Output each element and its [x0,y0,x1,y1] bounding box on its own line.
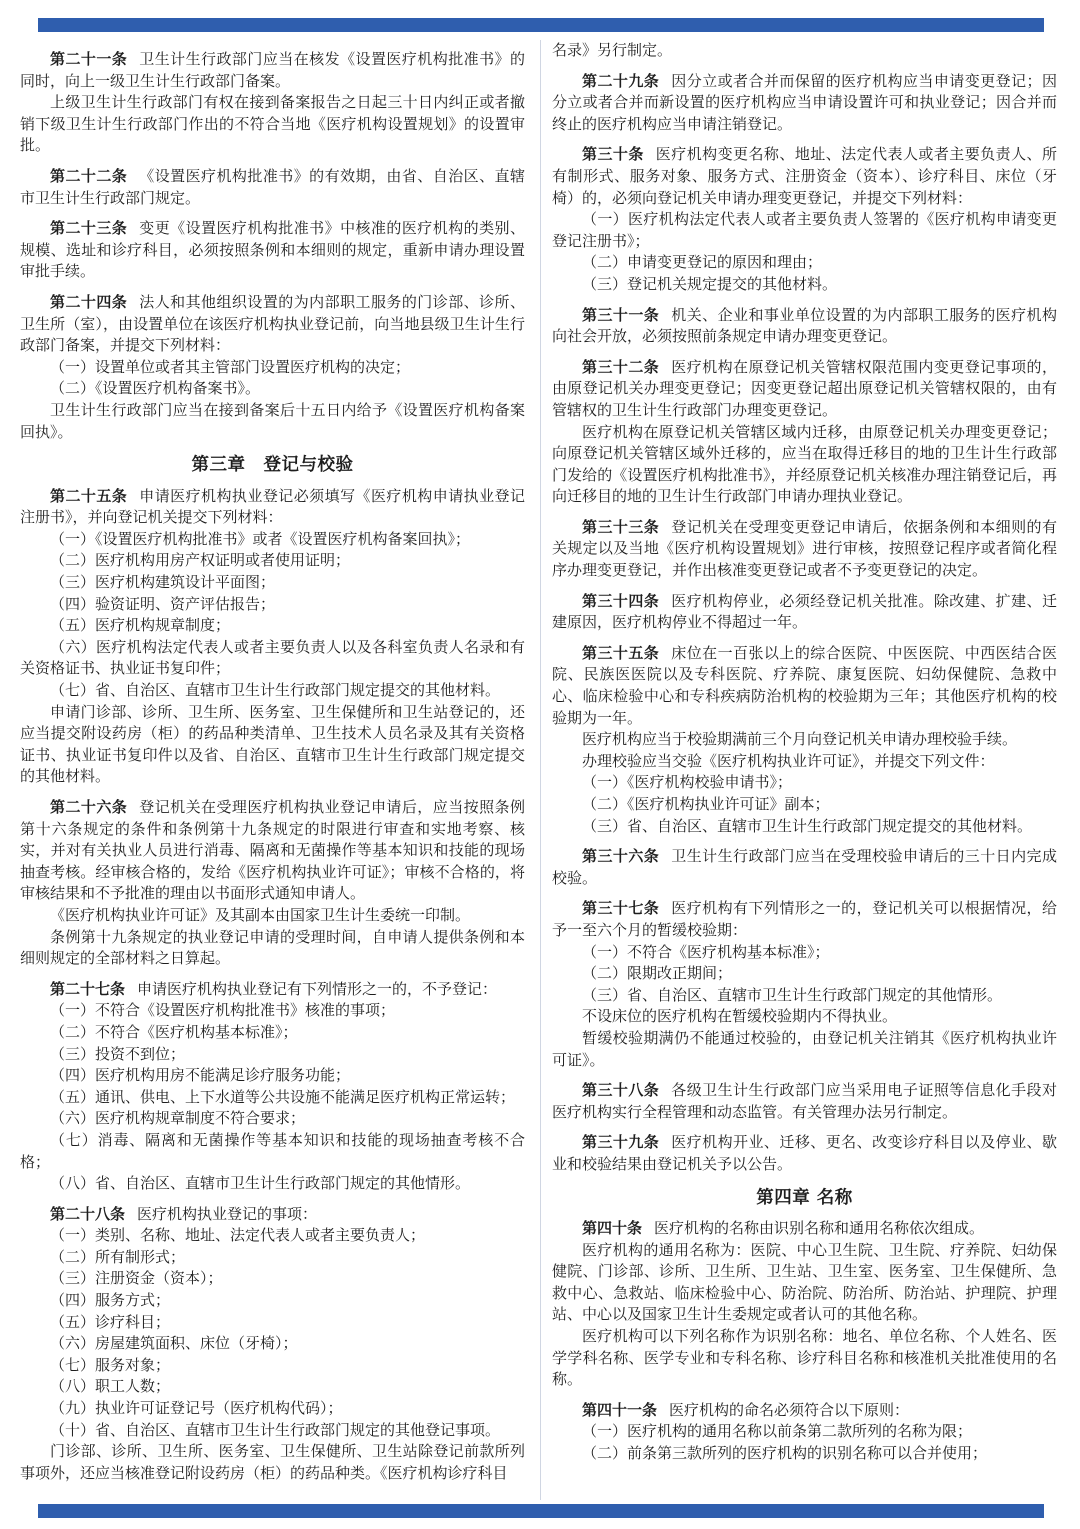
article-paragraph [552,1080,1057,1123]
list-item: （一）不符合《设置医疗机构批准书》核准的事项； [50,1001,396,1020]
article-number: 第二十七条 [50,979,126,998]
list-item: （二）申请变更登记的原因和理由； [582,253,823,272]
list-item: （二）限期改正期间； [582,964,733,983]
list-item: （四）医疗机构用房不能满足诊疗服务功能； [50,1066,351,1085]
article-text: 卫生计生行政部门应当在受理校验申请后的三十日内完成校验。 [552,847,1057,887]
paragraph: 申请门诊部、诊所、卫生所、医务室、卫生保健所和卫生站登记的，还应当提交附设药房（柜）的药品种类清单、卫生技术人员名录及其有关资格证书、执业证书复印件以及省、自治区、直辖市卫生计生行政部门规定提交的其他材料。 [20,702,525,786]
article-text: 卫生计生行政部门应当在核发《设置医疗机构批准书》的同时，向上一级卫生计生行政部门备案。 [20,50,525,90]
paragraph: 暂缓校验期满仍不能通过校验的，由登记机关注销其《医疗机构执业许可证》。 [552,1028,1057,1069]
article-text: 《设置医疗机构批准书》的有效期，由省、自治区、直辖市卫生计生行政部门规定。 [20,166,525,207]
list-item: （七）服务对象； [50,1355,171,1374]
continued-text: 名录》另行制定。 [552,41,673,59]
paragraph: 卫生计生行政部门应当在接到备案后十五日内给予《设置医疗机构备案回执》。 [20,400,525,441]
list-item: （二）《设置医疗机构备案书》。 [50,379,261,398]
article-paragraph [20,49,525,92]
article-number: 第三十四条 [582,591,660,610]
article-text: 因分立或者合并而保留的医疗机构应当申请变更登记；因分立或者合并而新设置的医疗机构应当申请设置许可和执业登记；因合并而终止的医疗机构应当申请注销登记。 [552,71,1057,133]
article-number: 第三十六条 [582,847,660,866]
list-item: （一）《医疗机构校验申请书》； [582,773,793,792]
article-text: 医疗机构的名称由识别名称和通用名称依次组成。 [654,1219,985,1238]
article-number: 第二十八条 [50,1204,126,1223]
article-number: 第二十六条 [50,798,128,816]
top-header-bar [38,18,1044,32]
list-item: （一）不符合《医疗机构基本标准》； [582,942,830,961]
article-text: 医疗机构开业、迁移、更名、改变诊疗科目以及停业、歇业和校验结果由登记机关予以公告。 [552,1133,1057,1173]
article-paragraph [552,643,1057,729]
list-item: （二）所有制形式； [50,1247,186,1266]
article-number: 第三十三条 [582,517,660,536]
article-paragraph [20,979,525,1001]
list-item: （四）验资证明、资产评估报告； [50,594,276,613]
list-item: （二）《医疗机构执业许可证》副本； [582,795,830,813]
article-paragraph [552,898,1057,941]
paragraph: 门诊部、诊所、卫生所、医务室、卫生保健所、卫生站除登记前款所列事项外，还应当核准登记附设药房（柜）的药品种类。《医疗机构诊疗科目 [20,1442,525,1482]
list-item: （一）医疗机构法定代表人或者主要负责人签署的《医疗机构申请变更登记注册书》； [552,210,1057,250]
article-number: 第三十八条 [582,1081,660,1100]
article-paragraph [20,486,525,529]
paragraph: 不设床位的医疗机构在暂缓校验期内不得执业。 [582,1007,898,1026]
right-column [552,40,1057,1465]
list-item: （三）省、自治区、直辖市卫生计生行政部门规定提交的其他材料。 [582,816,1033,835]
article-number: 第三十五条 [582,643,660,662]
paragraph: 《医疗机构执业许可证》及其副本由国家卫生计生委统一印制。 [50,905,471,924]
paragraph: 医疗机构的通用名称为：医院、中心卫生院、卫生院、疗养院、妇幼保健院、门诊部、诊所、卫生所、卫生站、卫生室、医务室、卫生保健所、急救中心、急救站、临床检验中心、防治院、防治所、防治站、护理院、护理站、中心以及国家卫生计生委规定或者认可的其他名称。 [552,1240,1057,1324]
list-item: （一）医疗机构的通用名称以前条第二款所列的名称为限； [582,1422,973,1441]
article-paragraph [20,797,525,905]
list-item: （一）类别、名称、地址、法定代表人或者主要负责人； [50,1226,426,1245]
list-item: （六）医疗机构法定代表人或者主要负责人以及各科室负责人名录和有关资格证书、执业证书复印件； [20,637,525,678]
article-text: 法人和其他组织设置的为内部职工服务的门诊部、诊所、卫生所（室），由设置单位在该医疗机构执业登记前，向当地县级卫生计生行政部门备案，并提交下列材料： [20,292,525,355]
article-text: 医疗机构的命名必须符合以下原则： [669,1400,910,1419]
article-paragraph [552,144,1057,209]
article-text: 申请医疗机构执业登记有下列情形之一的，不予登记： [137,979,498,998]
article-paragraph [552,1218,1057,1240]
article-paragraph [552,357,1057,422]
list-item: （十）省、自治区、直辖市卫生计生行政部门规定的其他登记事项。 [50,1420,501,1439]
article-paragraph [552,591,1057,634]
list-item: （二）医疗机构用房产权证明或者使用证明； [50,551,351,570]
article-number: 第三十七条 [582,899,660,918]
article-paragraph [552,1132,1057,1175]
list-item: （五）通讯、供电、上下水道等公共设施不能满足医疗机构正常运转； [50,1087,516,1106]
list-item: （九）执业许可证登记号（医疗机构代码）； [50,1399,343,1418]
list-item: （三）省、自治区、直辖市卫生计生行政部门规定的其他情形。 [582,985,1003,1004]
paragraph: 医疗机构在原登记机关管辖区域内迁移，由原登记机关办理变更登记；向原登记机关管辖区域外迁移的，应当在取得迁移目的地的卫生计生行政部门发给的《设置医疗机构批准书》，并经原登记机关核准办理注销登记后，再向迁移目的地的卫生计生行政部门申请办理执业登记。 [552,422,1057,506]
article-paragraph [20,166,525,209]
chapter-heading: 第三章 登记与校验 [191,455,354,476]
article-paragraph [20,218,525,283]
left-column [20,40,525,1484]
article-text: 医疗机构变更名称、地址、法定代表人或者主要负责人、所有制形式、服务对象、服务方式、注册资金（资本）、诊疗科目、床位（牙椅）的，必须向登记机关申请办理变更登记，并提交下列材料： [552,145,1057,207]
list-item: （八）职工人数； [50,1377,171,1396]
article-paragraph [552,846,1057,889]
bottom-footer-bar [38,1504,1044,1518]
article-text: 医疗机构执业登记的事项： [137,1204,318,1223]
article-text: 各级卫生计生行政部门应当采用电子证照等信息化手段对医疗机构实行全程管理和动态监管。有关管理办法另行制定。 [552,1081,1057,1121]
article-number: 第三十九条 [582,1133,660,1152]
list-item: （一）设置单位或者其主管部门设置医疗机构的决定； [50,357,411,376]
list-item: （七）省、自治区、直辖市卫生计生行政部门规定提交的其他材料。 [50,681,501,700]
article-paragraph [552,305,1057,348]
article-paragraph [552,517,1057,582]
list-item: （三）医疗机构建筑设计平面图； [50,573,276,592]
article-paragraph [20,1204,525,1226]
list-item: （三）注册资金（资本）； [50,1269,223,1288]
article-number: 第二十九条 [582,71,660,90]
article-number: 第二十一条 [50,50,128,68]
list-item: （五）诊疗科目； [50,1312,171,1331]
article-paragraph [552,1400,1057,1422]
paragraph: 办理校验应当交验《医疗机构执业许可证》，并提交下列文件： [582,751,995,770]
column-divider [540,40,541,1500]
article-text: 登记机关在受理变更登记申请后，依据条例和本细则的有关规定以及当地《医疗机构设置规划》进行审核，按照登记程序或者简化程序办理变更登记，并作出核准变更登记或者不予变更登记的决定。 [552,517,1057,580]
article-text: 申请医疗机构执业登记必须填写《医疗机构申请执业登记注册书》，并向登记机关提交下列材料： [20,486,525,527]
article-text: 登记机关在受理医疗机构执业登记申请后，应当按照条例第十六条规定的条件和条例第十九条规定的时限进行审查和实地考察、核实，并对有关执业人员进行消毒、隔离和无菌操作等基本知识和技能的现场抽查考核。经审核合格的，发给《医疗机构执业许可证》；审核不合格的，将审核结果和不予批准的理由以书面形式通知申请人。 [20,798,525,903]
article-number: 第二十二条 [50,166,128,185]
paragraph: 医疗机构应当于校验期满前三个月向登记机关申请办理校验手续。 [582,730,1018,749]
article-text: 医疗机构有下列情形之一的，登记机关可以根据情况，给予一至六个月的暂缓校验期： [552,899,1057,939]
article-text: 医疗机构停业，必须经登记机关批准。除改建、扩建、迁建原因，医疗机构停业不得超过一年。 [552,591,1057,632]
article-number: 第三十二条 [582,357,660,376]
list-item: （二）前条第三款所列的医疗机构的识别名称可以合并使用； [582,1444,988,1463]
article-text: 机关、企业和事业单位设置的为内部职工服务的医疗机构向社会开放，必须按照前条规定申请办理变更登记。 [552,305,1057,346]
chapter-heading: 第四章 名称 [756,1187,853,1208]
article-number: 第二十四条 [50,292,128,311]
list-item: （四）服务方式； [50,1291,171,1310]
article-text: 床位在一百张以上的综合医院、中医医院、中西医结合医院、民族医医院以及专科医院、疗养院、康复医院、妇幼保健院、急救中心、临床检验中心和专科疾病防治机构的校验期为三年；其他医疗机构的校验期为一年。 [552,643,1057,727]
paragraph: 上级卫生计生行政部门有权在接到备案报告之日起三十日内纠正或者撤销下级卫生计生行政部门作出的不符合当地《医疗机构设置规划》的设置审批。 [20,93,525,155]
article-number: 第四十条 [582,1219,643,1238]
list-item: （五）医疗机构规章制度； [50,616,231,635]
paragraph: 医疗机构可以下列名称作为识别名称：地名、单位名称、个人姓名、医学学科名称、医学专业和专科名称、诊疗科目名称和核准机关批准使用的名称。 [552,1327,1057,1389]
article-text: 变更《设置医疗机构批准书》中核准的医疗机构的类别、规模、选址和诊疗科目，必须按照条例和本细则的规定，重新申请办理设置审批手续。 [20,219,525,281]
list-item: （二）不符合《医疗机构基本标准》； [50,1022,298,1041]
list-item: （三）投资不到位； [50,1044,186,1063]
article-number: 第四十一条 [582,1400,658,1419]
list-item: （七）消毒、隔离和无菌操作等基本知识和技能的现场抽查考核不合格； [20,1130,525,1171]
article-text: 医疗机构在原登记机关管辖权限范围内变更登记事项的，由原登记机关办理变更登记；因变更登记超出原登记机关管辖权限的，由有管辖权的卫生计生行政部门办理变更登记。 [552,357,1057,419]
article-number: 第三十条 [582,145,644,164]
article-number: 第三十一条 [582,305,660,324]
article-paragraph [20,292,525,357]
list-item: （六）房屋建筑面积、床位（牙椅）； [50,1334,298,1353]
article-number: 第二十五条 [50,486,128,505]
article-number: 第二十三条 [50,219,128,238]
article-paragraph [552,71,1057,136]
list-item: （六）医疗机构规章制度不符合要求； [50,1109,306,1128]
list-item: （八）省、自治区、直辖市卫生计生行政部门规定的其他情形。 [50,1174,471,1193]
list-item: （三）登记机关规定提交的其他材料。 [582,274,838,293]
paragraph: 条例第十九条规定的执业登记申请的受理时间，自申请人提供条例和本细则规定的全部材料之日算起。 [20,927,525,968]
list-item: （一）《设置医疗机构批准书》或者《设置医疗机构备案回执》； [50,529,471,548]
